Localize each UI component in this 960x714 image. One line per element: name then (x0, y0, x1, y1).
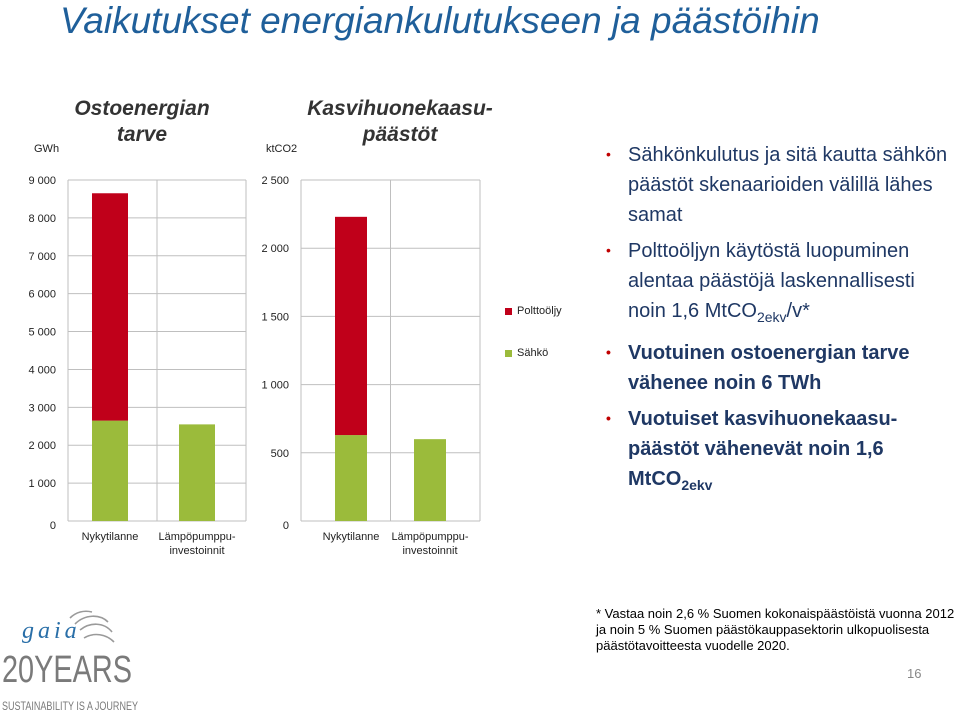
y-tick-label: 3 000 (28, 402, 56, 415)
y-tick-label: 8 000 (28, 212, 56, 225)
bullet-item (606, 236, 958, 332)
bullet-subscript: 2ekv (756, 309, 787, 325)
y-tick-label: 0 (282, 520, 289, 532)
y-tick-label: 4 000 (28, 364, 56, 377)
bullet-item (606, 404, 958, 500)
bullet-item (606, 338, 958, 398)
y-tick-label: 6 000 (28, 288, 56, 301)
bar-polttooljy (335, 217, 367, 435)
x-tick-label-part: Lämpöpumppu- (391, 531, 469, 543)
x-tick-label-part: investoinnit (169, 545, 225, 557)
y-tick-label: 2 500 (261, 175, 289, 187)
y-tick-label: 2 000 (28, 440, 56, 453)
y-tick-label: 9 000 (28, 175, 56, 187)
bullet-subscript: 2ekv (681, 477, 713, 493)
logo-years: 20YEARS (2, 649, 132, 691)
y-tick-label: 5 000 (28, 326, 56, 339)
bar-polttooljy (92, 193, 128, 420)
legend-sahko-label: Sähkö (517, 347, 549, 359)
chart2-title: Kasvihuonekaasu-päästöt (307, 97, 493, 146)
footnote: * Vastaa noin 2,6 % Suomen kokonaispäästöistä vuonna 2012 ja noin 5 % Suomen päästökauppasektorin ulkopuolisesta päästötavoitteesta vuodelle 2020. (596, 606, 955, 653)
x-tick-label-part: investoinnit (402, 545, 458, 557)
bullet-list (606, 140, 958, 506)
page-number: 16 (907, 666, 922, 681)
bullet-text: Polttoöljyn käytöstä luopuminen alentaa päästöjä laskennallisesti noin 1,6 MtCO (628, 240, 915, 322)
legend-sahko-swatch (505, 350, 512, 357)
slide-title: Vaikutukset energiankulutukseen ja päästöihin (60, 0, 820, 41)
x-tick-label (391, 531, 468, 557)
x-tick-label-part: Nykytilanne (81, 531, 139, 543)
y-tick-label: 7 000 (28, 250, 56, 263)
x-tick-label (82, 531, 139, 543)
y-tick-label: 0 (49, 520, 56, 532)
chart1-title: Ostoenergian tarve (74, 97, 210, 146)
legend-polttooljy-label: Polttoöljy (517, 305, 562, 317)
bullet-text: Vuotuinen ostoenergian tarve vähenee noin 6 TWh (628, 342, 910, 394)
bullet-text: Vuotuiset kasvihuonekaasu-päästöt vähenevät noin 1,6 MtCO (628, 408, 898, 490)
x-tick-label-part: Nykytilanne (322, 531, 380, 543)
x-tick-label-part: Lämpöpumppu- (158, 531, 236, 543)
chart1-unit: GWh (34, 143, 60, 155)
x-tick-label (158, 531, 235, 557)
bar-sahko (92, 421, 128, 521)
bar-sahko (335, 435, 367, 521)
gaia-logo (0, 608, 140, 714)
legend-polttooljy-swatch (505, 308, 512, 315)
logo-brand: gaia (22, 618, 81, 644)
legend-sahko (505, 347, 548, 359)
legend-polttooljy (505, 305, 562, 317)
y-tick-label: 2 000 (261, 243, 289, 256)
bullet-text-after: /v* (786, 300, 810, 322)
bullet-text: Sähkönkulutus ja sitä kautta sähkön päästöt skenaarioiden välillä lähes samat (628, 144, 948, 226)
bar-sahko (414, 439, 446, 521)
y-tick-label: 1 000 (28, 478, 56, 491)
bar-sahko (179, 424, 215, 521)
y-tick-label: 500 (270, 447, 289, 460)
y-tick-label: 1 000 (261, 379, 289, 392)
bullet-item (606, 140, 958, 230)
x-tick-label (323, 531, 380, 543)
chart2-unit: ktCO2 (266, 143, 298, 155)
y-tick-label: 1 500 (261, 311, 289, 324)
logo-tagline: SUSTAINABILITY IS A JOURNEY (2, 699, 138, 713)
